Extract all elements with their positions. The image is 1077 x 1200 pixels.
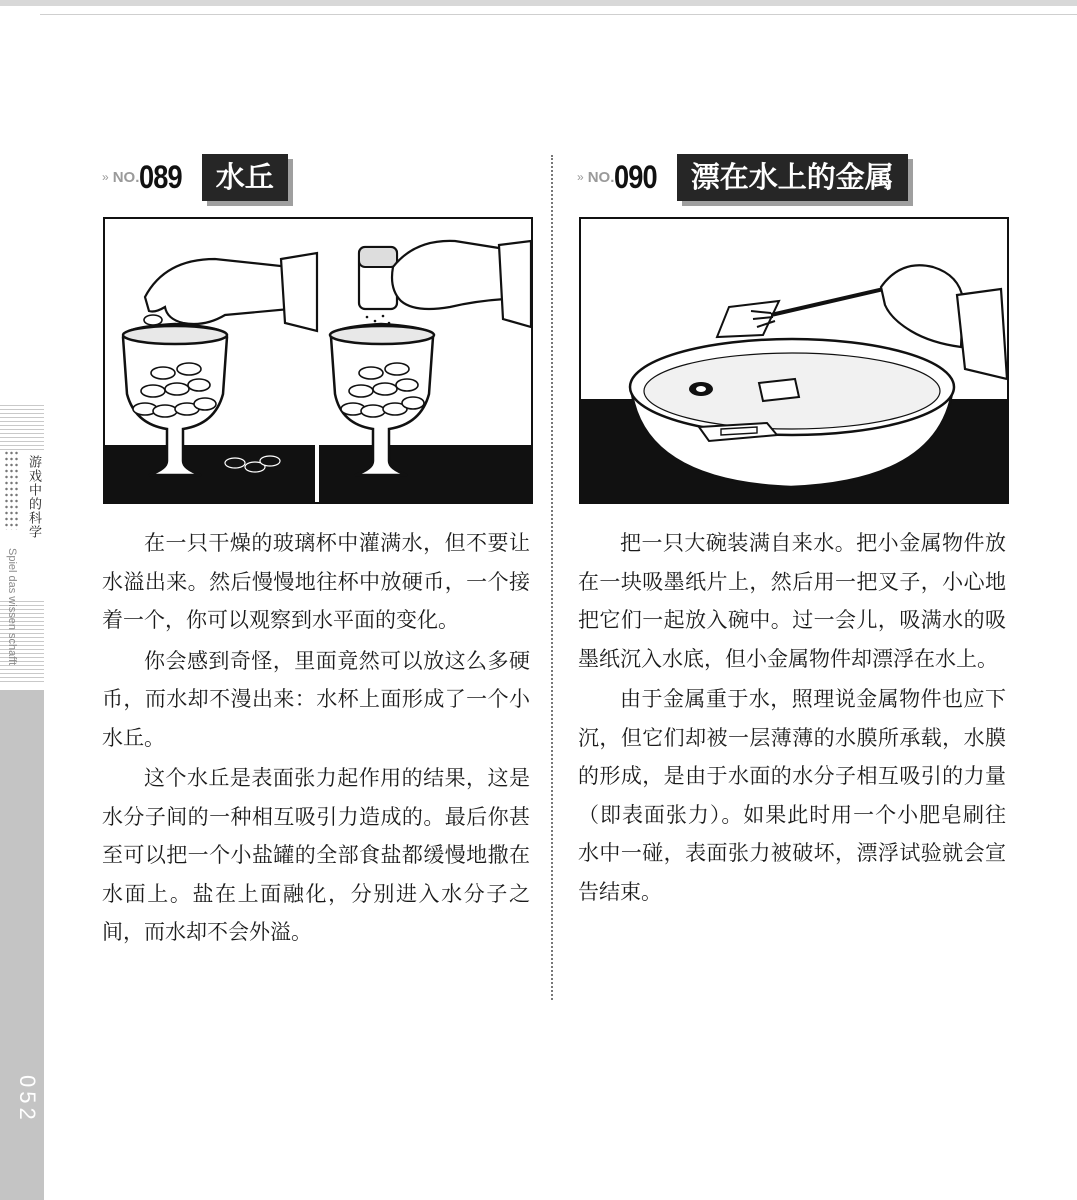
dotted-ornament bbox=[4, 450, 18, 530]
number-prefix: NO. bbox=[112, 168, 140, 186]
top-edge bbox=[0, 0, 1077, 6]
paragraph: 把一只大碗装满自来水。把小金属物件放在一块吸墨纸片上，然后用一把叉子，小心地把它们一起放入碗中。过一会儿，吸满水的吸墨纸沉入水底，但小金属物件却漂浮在水上。 bbox=[578, 531, 1006, 671]
experiment-089-heading bbox=[102, 152, 288, 202]
experiment-title: 水丘 bbox=[202, 154, 288, 201]
side-margin bbox=[0, 0, 44, 1200]
side-tab-german: Spiel das wissen schafft bbox=[6, 548, 18, 666]
side-tab-chinese: 游戏中的科学 bbox=[26, 455, 41, 539]
experiment-090-body bbox=[578, 524, 1006, 913]
number-prefix: NO. bbox=[587, 168, 615, 186]
illustration-bowl-metal bbox=[579, 217, 1009, 504]
illustration-glass-coins bbox=[103, 217, 533, 504]
top-rule bbox=[40, 14, 1077, 15]
glass-coins-drawing bbox=[105, 219, 531, 502]
experiment-number: 089 bbox=[139, 158, 183, 195]
experiment-title: 漂在水上的金属 bbox=[677, 154, 908, 201]
paragraph: 由于金属重于水，照理说金属物件也应下沉，但它们却被一层薄薄的水膜所承载，水膜的形成，是由于水面的水分子相互吸引的力量（即表面张力）。如果此时用一个小肥皂刷往水中一碰，表面张力被破坏，漂浮试验就会宣告结束。 bbox=[578, 687, 1006, 904]
experiment-number: 090 bbox=[614, 158, 658, 195]
experiment-089-body bbox=[102, 524, 530, 954]
arrow-icon: » bbox=[102, 170, 109, 184]
experiment-090-heading bbox=[577, 152, 908, 202]
paragraph: 在一只干燥的玻璃杯中灌满水，但不要让水溢出来。然后慢慢地往杯中放硬币，一个接着一个，你可以观察到水平面的变化。 bbox=[102, 531, 530, 632]
column-divider bbox=[551, 155, 553, 1000]
arrow-icon: » bbox=[577, 170, 584, 184]
paragraph: 这个水丘是表面张力起作用的结果，这是水分子间的一种相互吸引力造成的。最后你甚至可以把一个小盐罐的全部食盐都缓慢地撒在水面上。盐在上面融化，分别进入水分子之间，而水却不会外溢。 bbox=[102, 766, 530, 944]
paragraph: 你会感到奇怪，里面竟然可以放这么多硬币，而水却不漫出来：水杯上面形成了一个小水丘。 bbox=[102, 648, 530, 750]
page-number: 052 bbox=[15, 1075, 40, 1124]
bowl-metal-drawing bbox=[581, 219, 1007, 502]
